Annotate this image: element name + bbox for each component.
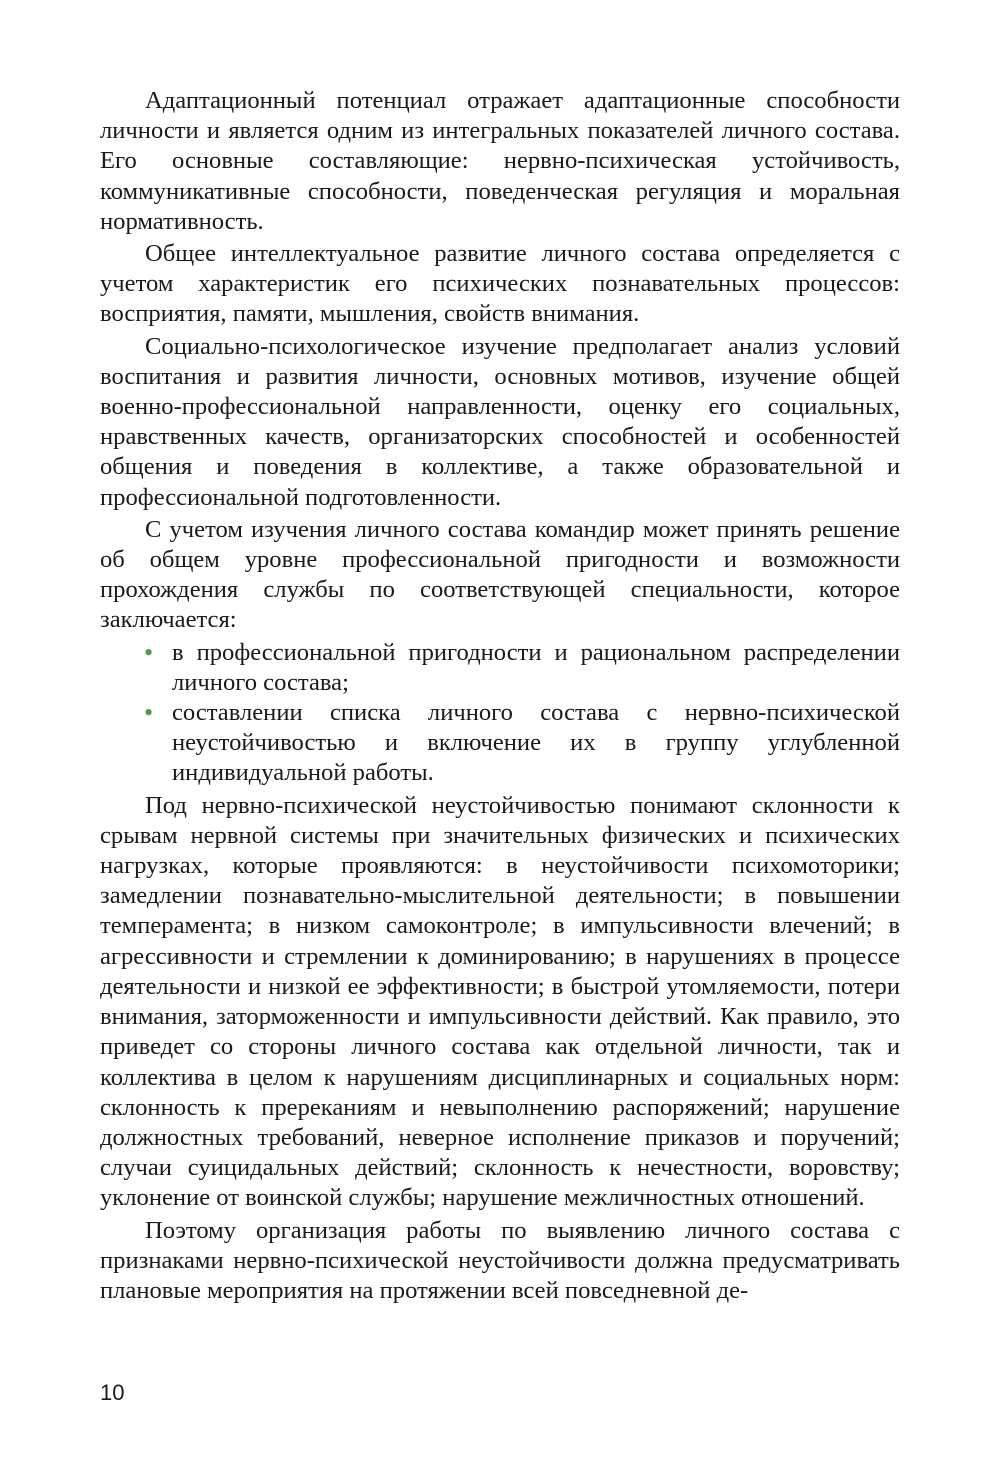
- list-item-text: в профессиональной пригодности и рациональном распределении личного состава;: [172, 638, 900, 696]
- list-item-text: составлении списка личного состава с нервно-психической неустойчивостью и включение их в группу углубленной индивидуальной работы.: [172, 699, 900, 787]
- bullet-dot-icon: •: [144, 637, 154, 667]
- page-number: 10: [100, 1380, 125, 1405]
- list-item: [100, 698, 900, 789]
- paragraph-work-organization: Поэтому организация работы по выявлению личного состава с признаками нервно-психической неустойчивости должна предусматривать плановые мероприятия на протяжении всей повседневной де-: [100, 1216, 900, 1304]
- paragraph-intellectual-development: Общее интеллектуальное развитие личного состава определяется с учетом характеристик его психических познавательных процессов: восприятия, памяти, мышления, свойств внимания.: [100, 240, 900, 328]
- page-body: [100, 86, 900, 1308]
- paragraph-social-psychological-study: Социально-психологическое изучение предполагает анализ условий воспитания и развития личности, основных мотивов, изучение общей военно-профессиональной направленности, оценку его социальных, нравственных качеств, организаторских способностей и особенностей общения и поведения в коллективе, а также образовательной и профессиональной подготовленности.: [100, 332, 900, 511]
- paragraph-commander-decision: С учетом изучения личного состава командир может принять решение об общем уровне профессиональной пригодности и возможности прохождения службы по соответствующей специальности, которое заключается:: [100, 515, 900, 634]
- paragraph-neuropsychic-instability: Под нервно-психической неустойчивостью понимают склонности к срывам нервной системы при значительных физических и психических нагрузках, которые проявляются: в неустойчивости психомоторики; замедлении познавательно-мыслительной деятельности; в повышении темперамента; в низком самоконтроле; в импульсивности влечений; в агрессивности и стремлении к доминированию; в нарушениях в процессе деятельности и низкой ее эффективности; в быстрой утомляемости, потери внимания, заторможенности и импульсивности действий. Как правило, это приведет со стороны личного состава как отдельной личности, так и коллектива в целом к нарушениям дисциплинарных и социальных норм: склонность к пререканиям и невыполнению распоряжений; нарушение должностных требований, неверное исполнение приказов и поручений; случаи суицидальных действий; склонность к нечестности, воровству; уклонение от воинской службы; нарушение межличностных отношений.: [100, 791, 900, 1212]
- paragraph-adaptation-potential: Адаптационный потенциал отражает адаптационные способности личности и является одним из интегральных показателей личного состава. Его основные составляющие: нервно-психическая устойчивость, коммуникативные способности, поведенческая регуляция и моральная нормативность.: [100, 87, 900, 235]
- decision-bullet-list: [100, 638, 900, 789]
- list-item: [100, 638, 900, 698]
- bullet-dot-icon: •: [144, 698, 154, 728]
